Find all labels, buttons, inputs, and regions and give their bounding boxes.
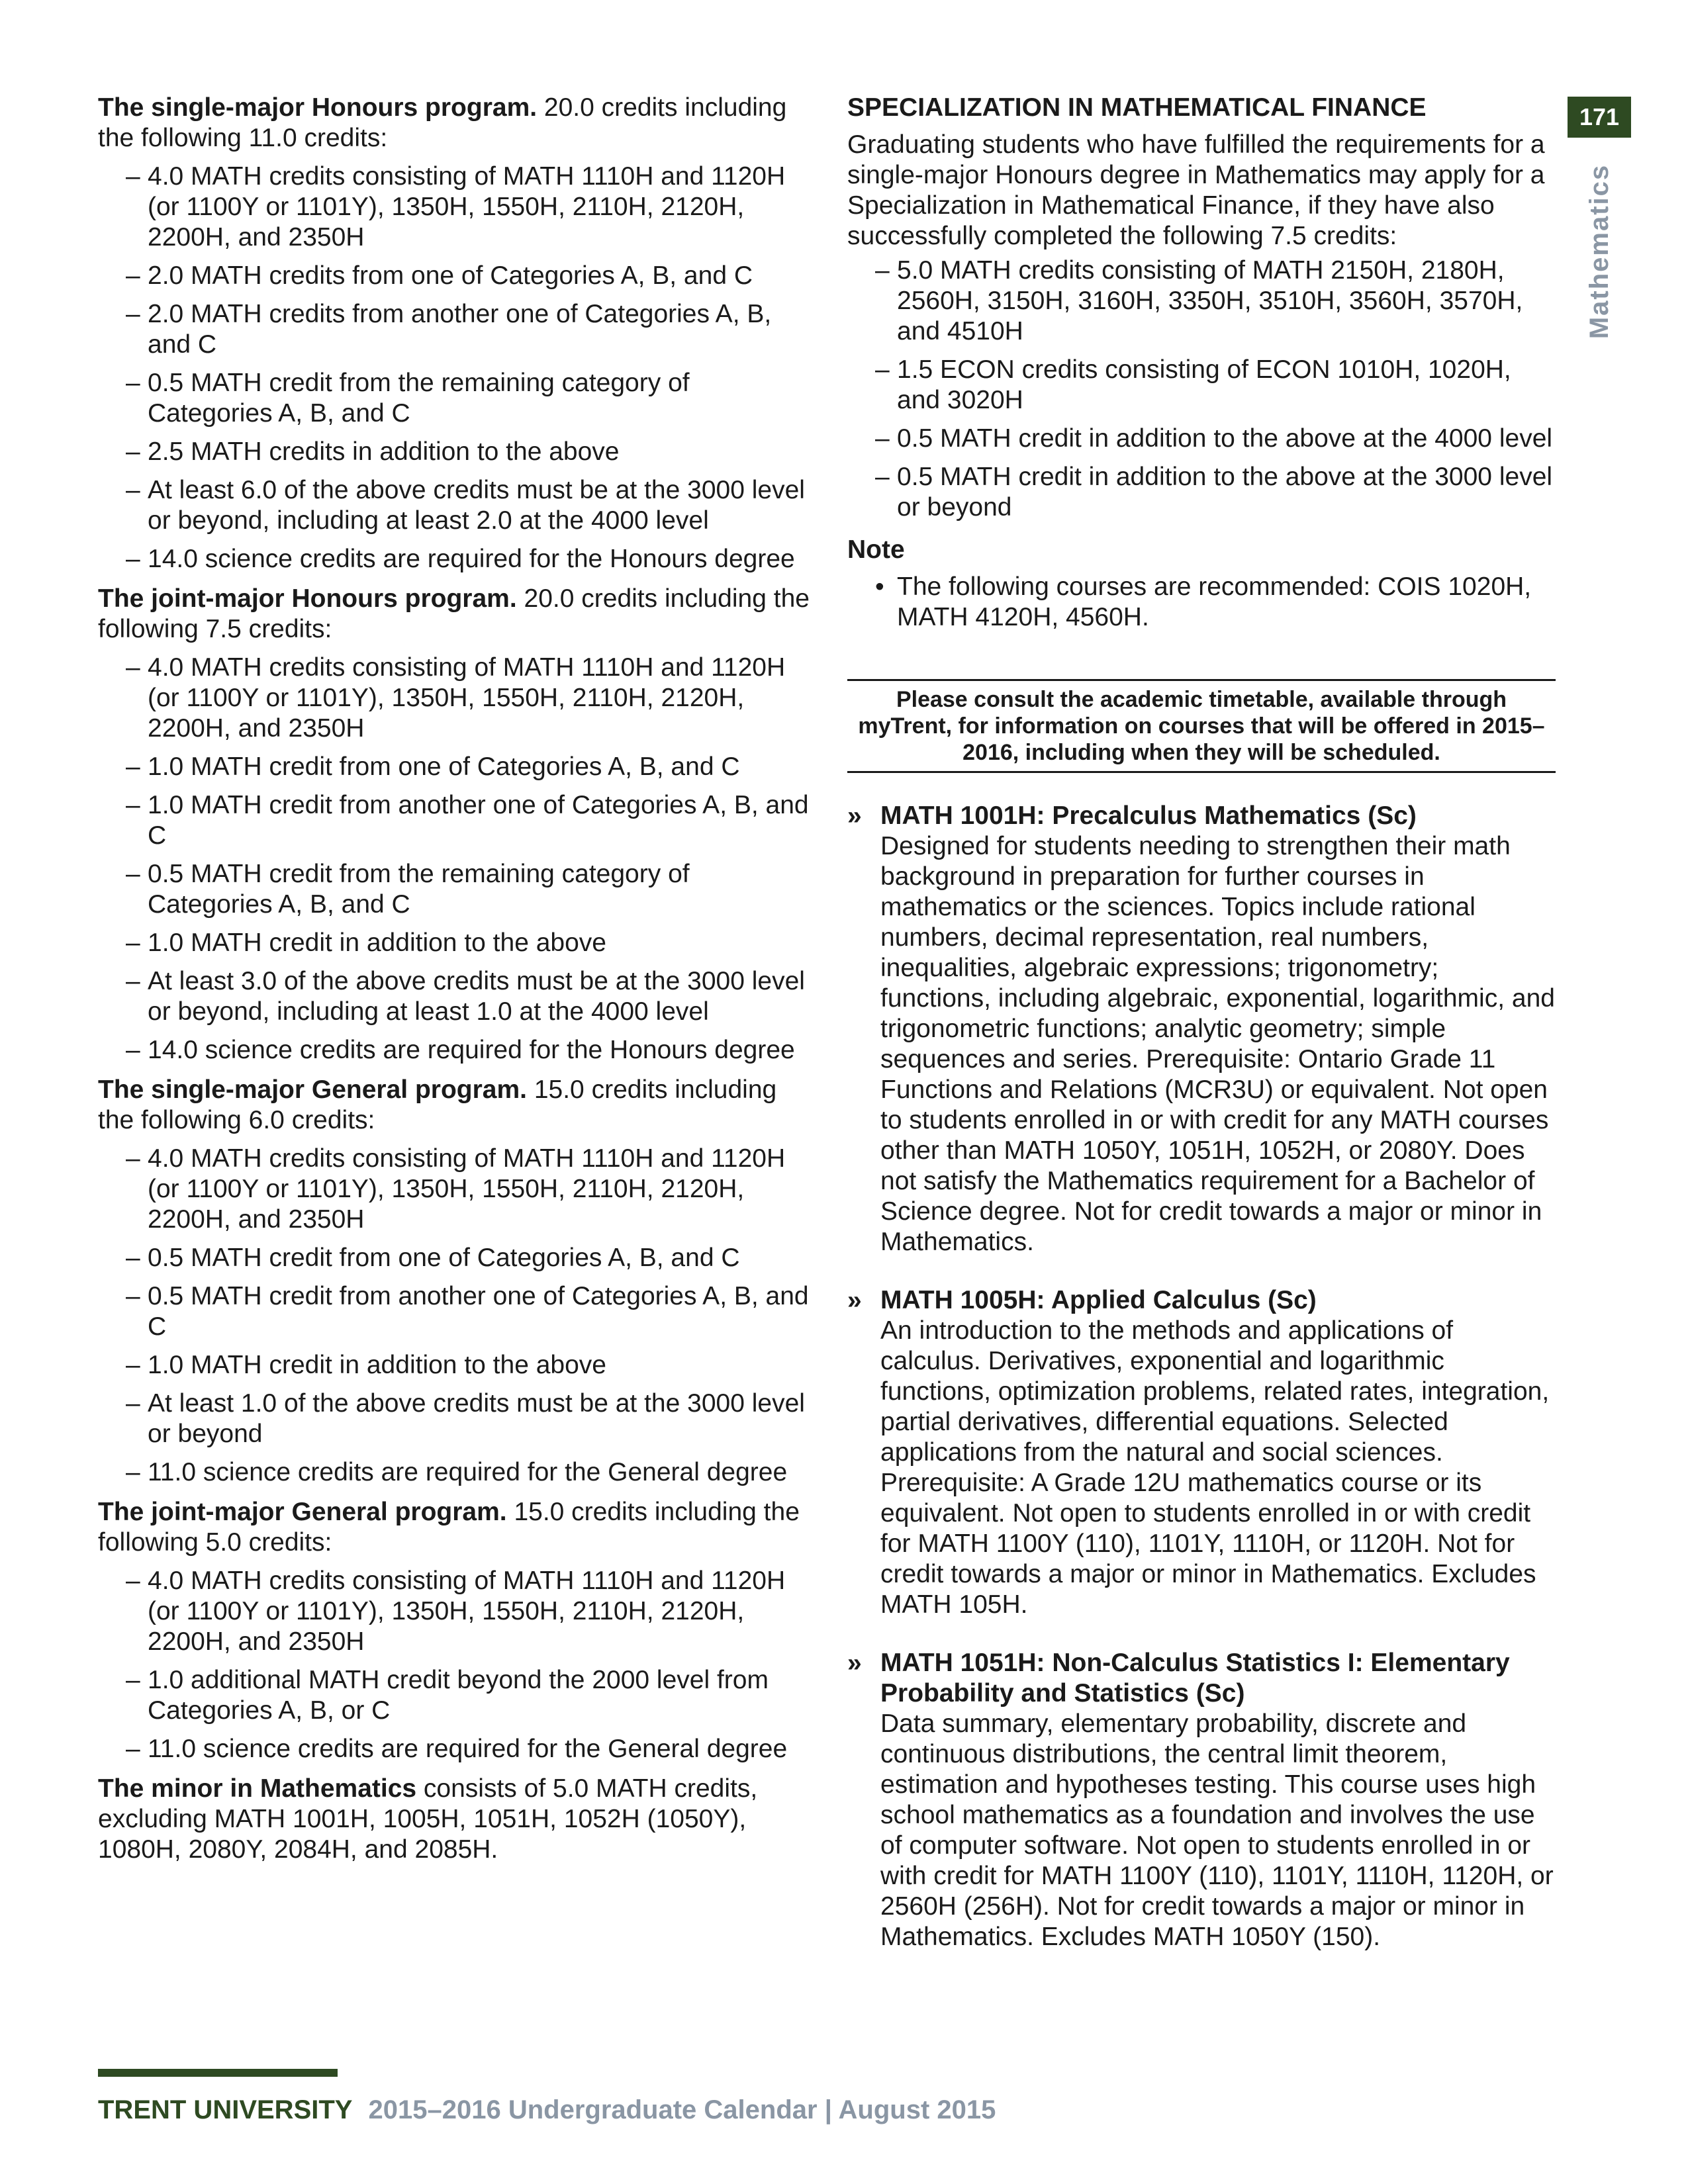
left-column [98,93,813,1873]
requirement-item: – 0.5 MATH credit from the remaining category of Categories A, B, and C [98,859,813,920]
requirement-item: – 4.0 MATH credits consisting of MATH 1110H and 1120H (or 1100Y or 1101Y), 1350H, 1550H, 2110H, 2120H, 2200H, and 2350H [98,1566,813,1657]
requirement-item: – 2.5 MATH credits in addition to the above [98,437,813,467]
minor-title: The minor in Mathematics [98,1774,417,1803]
requirement-item: – 2.0 MATH credits from one of Categories A, B, and C [98,261,813,291]
note-heading: Note [847,535,905,564]
requirement-item: – 2.0 MATH credits from another one of Categories A, B, and C [98,299,813,360]
requirement-item: – 0.5 MATH credit in addition to the above at the 3000 level or beyond [847,462,1556,523]
requirement-item: – 5.0 MATH credits consisting of MATH 2150H, 2180H, 2560H, 3150H, 3160H, 3350H, 3510H, 3560H, 3570H, and 4510H [847,255,1556,347]
footer-university: TRENT UNIVERSITY [98,2095,353,2124]
requirement-item: – 1.0 MATH credit from another one of Categories A, B, and C [98,790,813,851]
requirement-item: – 1.0 MATH credit in addition to the above [98,1350,813,1381]
requirement-item: – At least 3.0 of the above credits must be at the 3000 level or beyond, including at least 1.0 at the 4000 level [98,966,813,1027]
minor-desc: consists of 5.0 MATH credits, excluding MATH 1001H, 1005H, 1051H, 1052H (1050Y), 1080H, 2080Y, 2084H, and 2085H. [98,1774,758,1864]
course-title: MATH 1001H: Precalculus Mathematics (Sc) [880,801,1417,830]
program-paragraph [98,584,813,645]
program-paragraph [98,93,813,154]
requirement-item: – 11.0 science credits are required for the General degree [98,1457,813,1488]
program-paragraph [98,1497,813,1558]
requirement-item: – 14.0 science credits are required for the Honours degree [98,544,813,574]
course-entry [847,1285,1556,1620]
requirement-item: – At least 6.0 of the above credits must be at the 3000 level or beyond, including at least 2.0 at the 4000 level [98,475,813,536]
program-requirements [98,653,813,1066]
note-item: • The following courses are recommended: COIS 1020H, MATH 4120H, 4560H. [847,572,1556,633]
specialization-heading: SPECIALIZATION IN MATHEMATICAL FINANCE [847,93,1427,122]
requirement-item: – 1.0 additional MATH credit beyond the 2000 level from Categories A, B, or C [98,1665,813,1726]
footer [98,2094,996,2126]
program-requirements [98,1144,813,1488]
footer-calendar: 2015–2016 Undergraduate Calendar | August 2015 [368,2095,996,2124]
note-list [847,572,1556,633]
course-title: MATH 1051H: Non-Calculus Statistics I: Elementary Probability and Statistics (Sc) [880,1649,1510,1707]
program-list [98,93,813,1764]
course-list [847,801,1556,1952]
timetable-notice: Please consult the academic timetable, available through myTrent, for information on courses that will be offered in 2015–2016, including when they will be scheduled. [847,679,1556,773]
course-marker: » [847,1286,862,1314]
requirement-item: – 4.0 MATH credits consisting of MATH 1110H and 1120H (or 1100Y or 1101Y), 1350H, 1550H, 2110H, 2120H, 2200H, and 2350H [98,161,813,253]
program-title: The joint-major General program. [98,1498,507,1526]
course-marker: » [847,801,862,830]
program-requirements [98,161,813,574]
requirement-item: – 0.5 MATH credit in addition to the above at the 4000 level [847,424,1556,454]
program-paragraph [98,1075,813,1136]
requirement-item: – 4.0 MATH credits consisting of MATH 1110H and 1120H (or 1100Y or 1101Y), 1350H, 1550H, 2110H, 2120H, 2200H, and 2350H [98,653,813,744]
requirement-item: – 4.0 MATH credits consisting of MATH 1110H and 1120H (or 1100Y or 1101Y), 1350H, 1550H, 2110H, 2120H, 2200H, and 2350H [98,1144,813,1235]
program-title: The single-major Honours program. [98,93,538,122]
program-desc: 20.0 credits including the following 7.5 credits: [98,584,810,643]
course-description: Data summary, elementary probability, discrete and continuous distributions, the central limit theorem, estimation and hypotheses testing. This course uses high school mathematics as a foundation and involves the use of computer software. Not open to students enrolled in or with credit for MATH 1100Y (110), 1101Y, 1110H, 1120H, or 2560H (256H). Not for credit towards a major or minor in Mathematics. Excludes MATH 1050Y (150). [880,1709,1554,1951]
course-description: Designed for students needing to strengthen their math background in preparation for further courses in mathematics or the sciences. Topics include rational numbers, decimal representation, real numbers, inequalities, algebraic expressions; trigonometry; functions, including algebraic, exponential, logarithmic, and trigonometric functions; analytic geometry; simple sequences and series. Prerequisite: Ontario Grade 11 Functions and Relations (MCR3U) or equivalent. Not open to students enrolled in or with credit for any MATH courses other than MATH 1050Y, 1051H, 1052H, or 2080Y. Does not satisfy the Mathematics requirement for a Bachelor of Science degree. Not for credit towards a major or minor in Mathematics. [880,832,1555,1256]
footer-rule [98,2069,338,2077]
requirement-item: – 11.0 science credits are required for the General degree [98,1734,813,1764]
section-side-label: Mathematics [1585,163,1614,340]
minor-paragraph [98,1774,813,1865]
program-desc: 15.0 credits including the following 5.0 credits: [98,1498,800,1557]
course-marker: » [847,1649,862,1677]
program-desc: 15.0 credits including the following 6.0 credits: [98,1075,777,1134]
program-requirements [98,1566,813,1764]
specialization-intro: Graduating students who have fulfilled the requirements for a single-major Honours degree in Mathematics may apply for a Specialization in Mathematical Finance, if they have also successfully completed the following 7.5 credits: [847,130,1545,250]
requirement-item: – 0.5 MATH credit from one of Categories A, B, and C [98,1243,813,1273]
right-column [847,93,1556,1952]
course-entry [847,801,1556,1257]
specialization-requirements [847,255,1556,523]
program-desc: 20.0 credits including the following 11.0 credits: [98,93,787,152]
requirement-item: – 0.5 MATH credit from the remaining category of Categories A, B, and C [98,368,813,429]
requirement-item: – 1.0 MATH credit in addition to the above [98,928,813,958]
requirement-item: – 1.5 ECON credits consisting of ECON 1010H, 1020H, and 3020H [847,355,1556,416]
requirement-item: – 14.0 science credits are required for the Honours degree [98,1035,813,1066]
page-number: 171 [1568,97,1631,138]
course-title: MATH 1005H: Applied Calculus (Sc) [880,1286,1317,1314]
course-description: An introduction to the methods and applications of calculus. Derivatives, exponential and logarithmic functions, optimization problems, related rates, integration, partial derivatives, differential equations. Selected applications from the natural and social sciences. Prerequisite: A Grade 12U mathematics course or its equivalent. Not open to students enrolled in or with credit for MATH 1100Y (110), 1101Y, 1110H, or 1120H. Not for credit towards a major or minor in Mathematics. Excludes MATH 105H. [880,1316,1550,1619]
requirement-item: – 0.5 MATH credit from another one of Categories A, B, and C [98,1281,813,1342]
course-entry [847,1648,1556,1952]
program-title: The joint-major Honours program. [98,584,517,613]
requirement-item: – 1.0 MATH credit from one of Categories A, B, and C [98,752,813,782]
requirement-item: – At least 1.0 of the above credits must be at the 3000 level or beyond [98,1388,813,1449]
program-title: The single-major General program. [98,1075,527,1104]
